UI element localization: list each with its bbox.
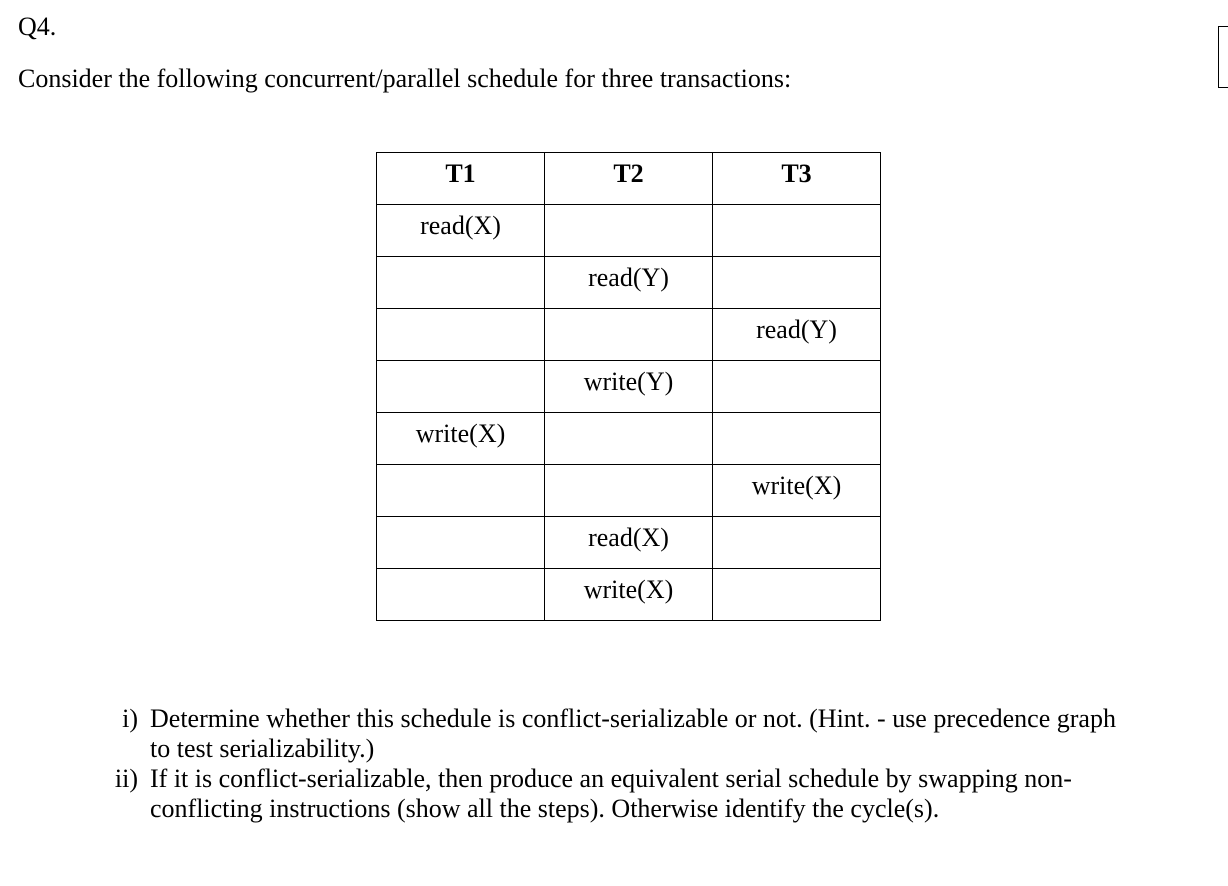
task-text-line: Determine whether this schedule is conflict-serializable or not. (Hint. - use precedence graph bbox=[150, 704, 1116, 733]
table-cell bbox=[713, 205, 881, 257]
schedule-table bbox=[376, 152, 881, 621]
header-t2: T2 bbox=[545, 153, 713, 205]
table-cell: read(X) bbox=[545, 517, 713, 569]
page-edge-box bbox=[1218, 26, 1228, 88]
header-t1: T1 bbox=[377, 153, 545, 205]
table-row bbox=[377, 205, 881, 257]
table-cell bbox=[713, 361, 881, 413]
table-cell bbox=[377, 517, 545, 569]
schedule-body bbox=[377, 205, 881, 621]
table-cell bbox=[377, 361, 545, 413]
task-item-ii bbox=[0, 764, 1228, 824]
schedule-header bbox=[377, 153, 881, 205]
table-cell: write(Y) bbox=[545, 361, 713, 413]
table-cell: write(X) bbox=[713, 465, 881, 517]
header-t3: T3 bbox=[713, 153, 881, 205]
table-cell bbox=[713, 569, 881, 621]
table-cell: read(X) bbox=[377, 205, 545, 257]
task-number: i) bbox=[122, 704, 138, 733]
table-cell bbox=[377, 465, 545, 517]
schedule-header-row bbox=[377, 153, 881, 205]
task-text-line: If it is conflict-serializable, then produce an equivalent serial schedule by swapping non- bbox=[150, 764, 1072, 793]
table-row bbox=[377, 569, 881, 621]
table-cell bbox=[377, 569, 545, 621]
task-text-line: conflicting instructions (show all the steps). Otherwise identify the cycle(s). bbox=[150, 794, 940, 823]
table-cell bbox=[545, 309, 713, 361]
table-row bbox=[377, 413, 881, 465]
table-cell: read(Y) bbox=[545, 257, 713, 309]
table-cell bbox=[713, 413, 881, 465]
task-list bbox=[0, 704, 1228, 824]
table-cell bbox=[377, 257, 545, 309]
table-cell bbox=[713, 257, 881, 309]
table-cell bbox=[545, 413, 713, 465]
task-item-i bbox=[0, 704, 1228, 764]
table-row bbox=[377, 309, 881, 361]
table-row bbox=[377, 517, 881, 569]
table-row bbox=[377, 361, 881, 413]
table-cell bbox=[545, 465, 713, 517]
intro-text: Consider the following concurrent/parallel schedule for three transactions: bbox=[18, 64, 792, 93]
table-cell: read(Y) bbox=[713, 309, 881, 361]
task-text-line: to test serializability.) bbox=[150, 734, 375, 763]
question-label: Q4. bbox=[18, 12, 57, 41]
task-number: ii) bbox=[114, 764, 138, 793]
table-cell bbox=[377, 309, 545, 361]
table-cell: write(X) bbox=[545, 569, 713, 621]
table-cell bbox=[713, 517, 881, 569]
table-row bbox=[377, 465, 881, 517]
table-row bbox=[377, 257, 881, 309]
table-cell bbox=[545, 205, 713, 257]
table-cell: write(X) bbox=[377, 413, 545, 465]
